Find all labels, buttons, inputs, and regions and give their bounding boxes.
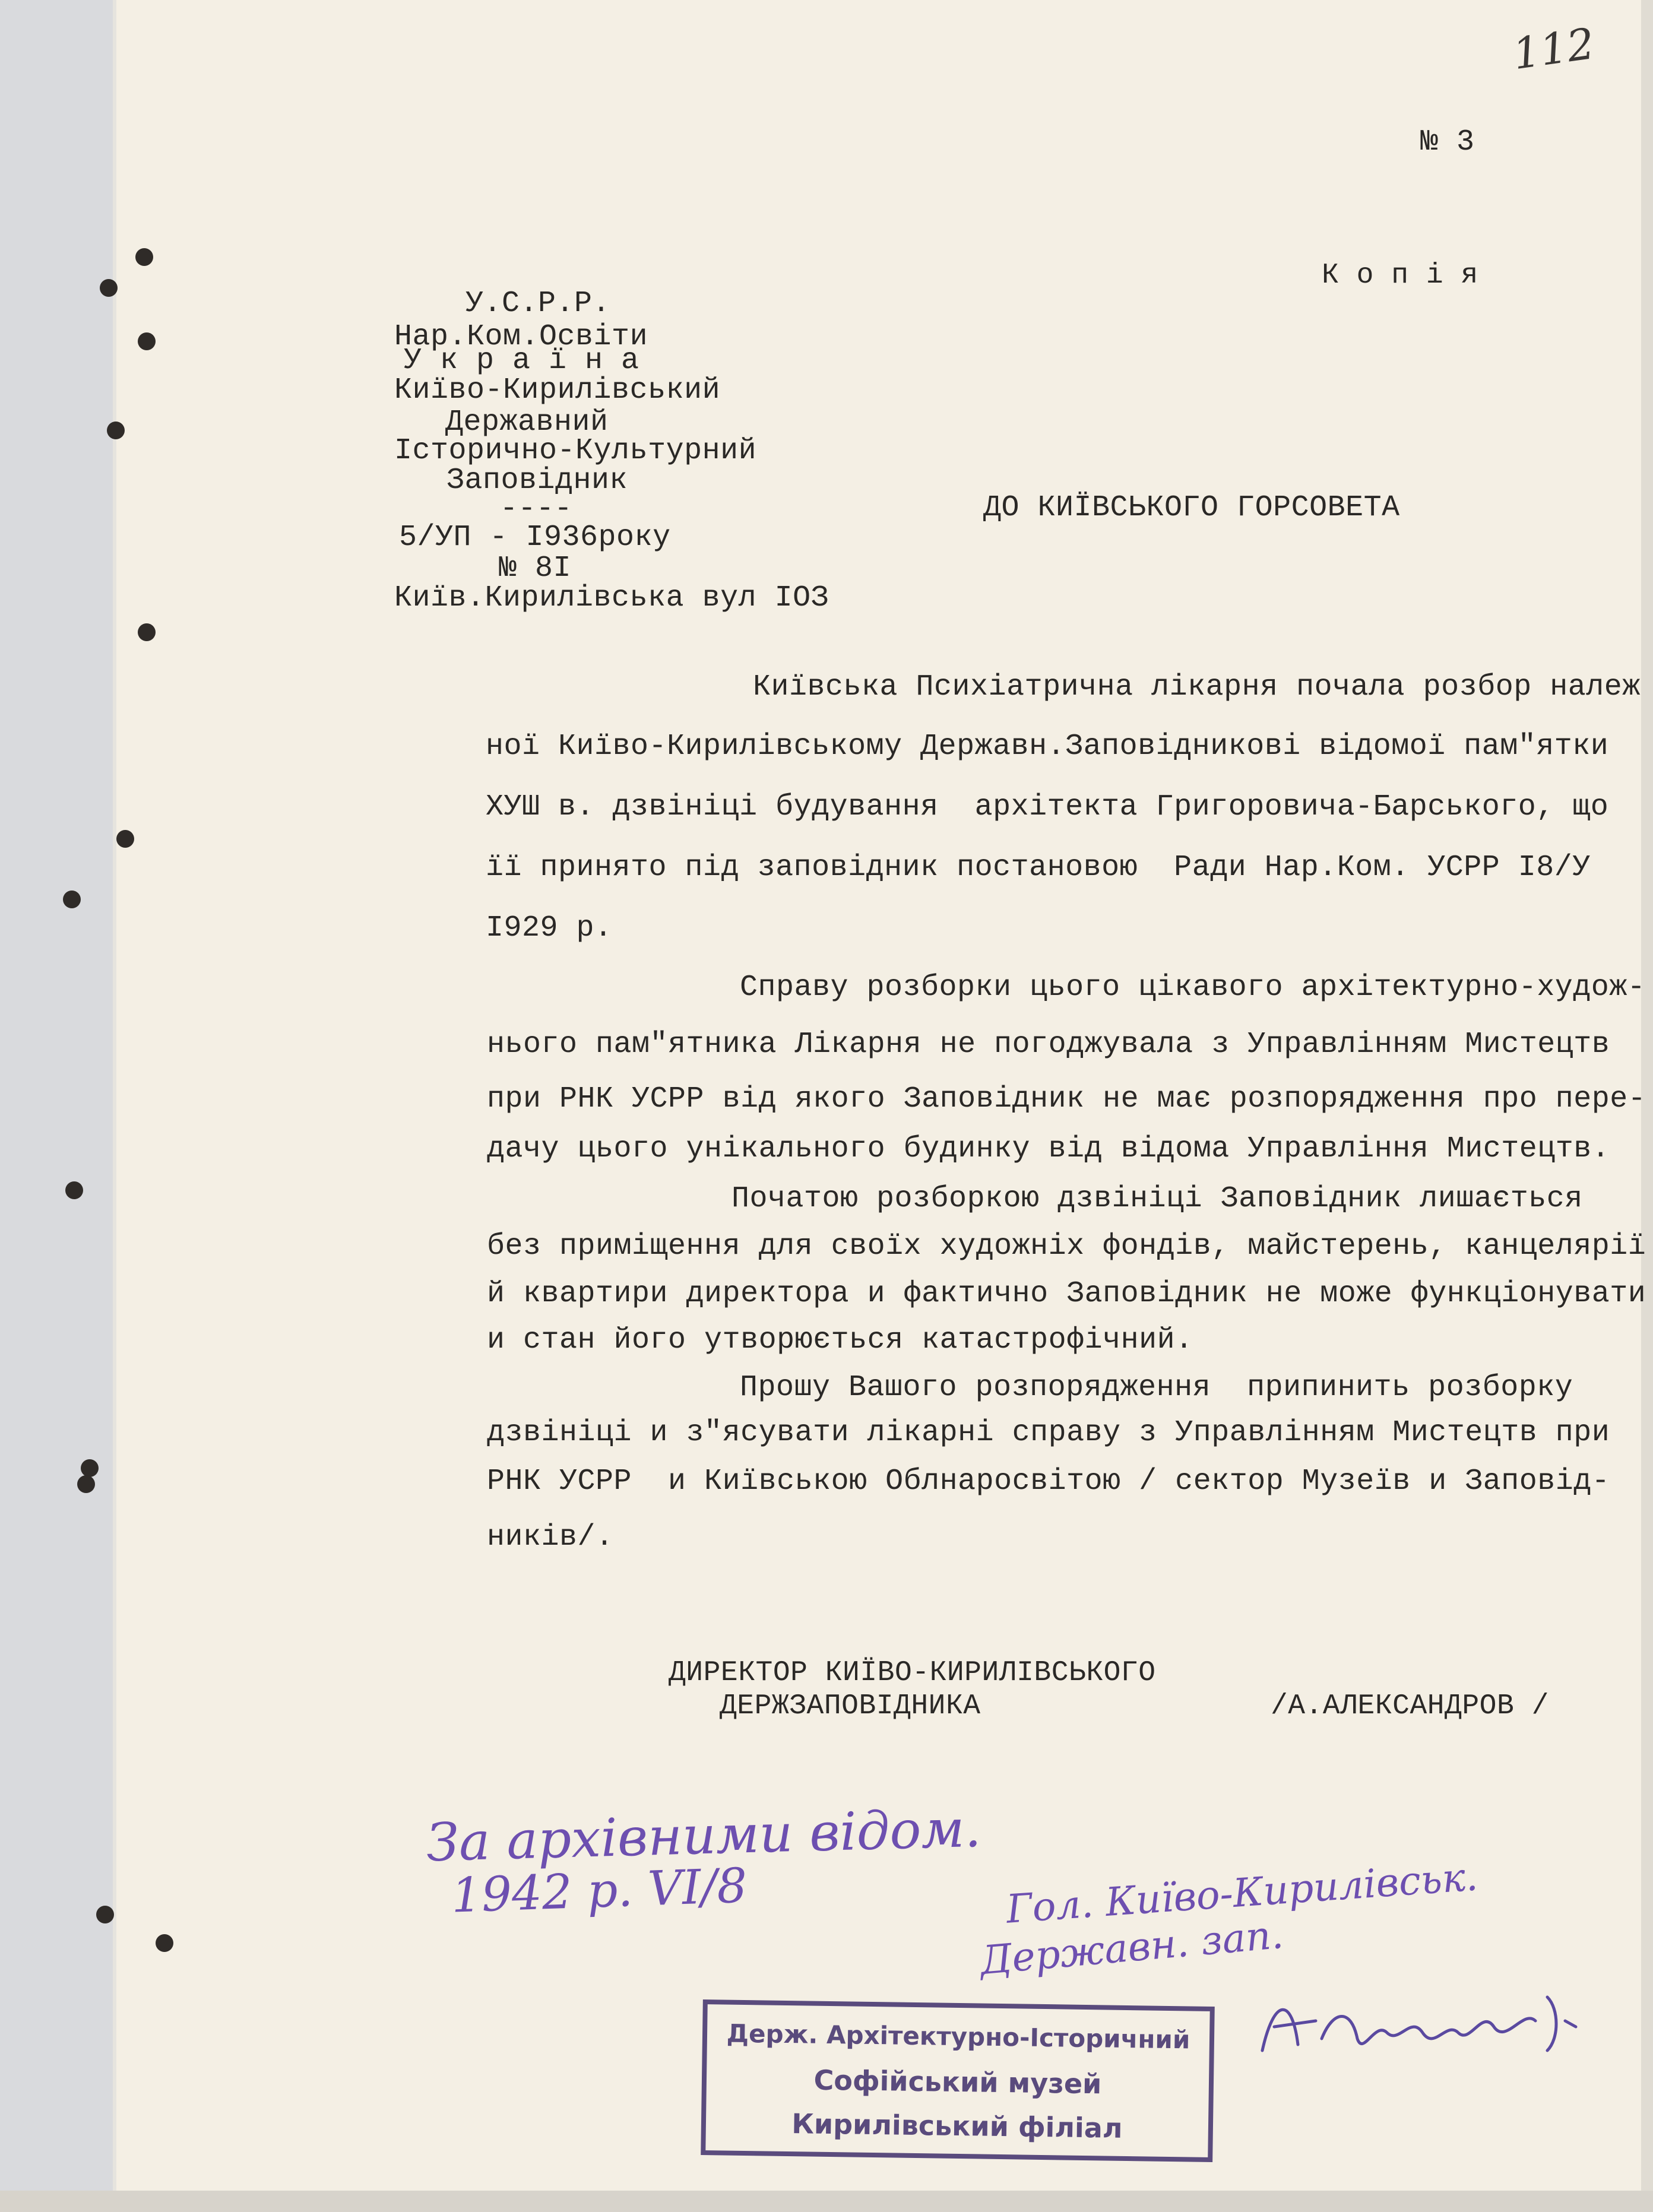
binding-hole bbox=[100, 279, 118, 297]
copy-label: К о п і я bbox=[1322, 259, 1478, 291]
body-line: ХУШ в. дзвініці будування архітекта Григоровича-Барського, що bbox=[486, 790, 1609, 824]
page-bottom-edge bbox=[0, 2191, 1653, 2212]
body-line: й квартири директора и фактично Заповідник не може функціонувати bbox=[487, 1277, 1646, 1311]
stamp-line-institution: Держ. Архітектурно-Історичний bbox=[726, 2018, 1190, 2055]
handwritten-head-cont: Державн. зап. bbox=[978, 1911, 1285, 1984]
body-line: РНК УСРР и Київською Облнаросвітою / сектор Музеїв и Заповід- bbox=[487, 1465, 1610, 1498]
body-line: Початою розборкою дзвініці Заповідник лишається bbox=[732, 1182, 1583, 1216]
stamp-line-branch: Кирилівський філіал bbox=[791, 2108, 1123, 2144]
body-line: її принято під заповідник постановою Ради Нар.Ком. УСРР І8/У bbox=[486, 851, 1591, 885]
handwritten-head: Гол. Київо-Кирилівськ. bbox=[1005, 1853, 1480, 1932]
letterhead-historical: Історично-Культурний bbox=[394, 434, 757, 468]
letterhead-address: Київ.Кирилівська вул ІОЗ bbox=[394, 581, 829, 615]
stamp-line-museum: Софійський музей bbox=[813, 2064, 1102, 2100]
addressee: ДО КИЇВСЬКОГО ГОРСОВЕТА bbox=[983, 491, 1400, 525]
letterhead-reserve: Заповідник bbox=[446, 464, 628, 497]
body-line: ної Київо-Кирилівському Державн.Заповідникові відомої пам"ятки bbox=[486, 730, 1609, 763]
body-line: без приміщення для своїх художніх фондів, майстерень, канцелярії bbox=[487, 1229, 1646, 1263]
binding-margin-edge bbox=[113, 0, 116, 2212]
letterhead-date: 5/УП - І936року bbox=[399, 521, 671, 554]
body-line: Прошу Вашого розпорядження припинить розборку bbox=[740, 1371, 1573, 1405]
body-line: Справу розборки цього цікавого архітектурно-худож- bbox=[740, 971, 1646, 1004]
signatory-title: ДИРЕКТОР КИЇВО-КИРИЛІВСЬКОГО bbox=[669, 1657, 1156, 1689]
signatory-title-cont: ДЕРЖЗАПОВІДНИКА bbox=[720, 1690, 981, 1722]
body-line: при РНК УСРР від якого Заповідник не має розпорядження про пере- bbox=[487, 1082, 1646, 1116]
binding-margin bbox=[0, 0, 113, 2212]
binding-hole bbox=[138, 623, 156, 641]
binding-hole bbox=[96, 1906, 114, 1923]
letterhead-state: Державний bbox=[445, 405, 609, 439]
archive-stamp bbox=[701, 1999, 1215, 2162]
body-line: дзвініці и з"ясувати лікарні справу з Управлінням Мистецтв при bbox=[487, 1416, 1610, 1450]
letterhead-institution: Київо-Кирилівський bbox=[394, 373, 721, 407]
letterhead-ministry: Нар.Ком.Освіти bbox=[394, 320, 648, 354]
folio-number: 112 bbox=[1509, 18, 1598, 80]
signatory-name: /А.АЛЕКСАНДРОВ / bbox=[1271, 1690, 1549, 1722]
binding-hole bbox=[138, 332, 156, 350]
body-line: дачу цього унікального будинку від відома Управління Мистецтв. bbox=[487, 1132, 1610, 1166]
binding-hole bbox=[63, 890, 81, 908]
body-line: нього пам"ятника Лікарня не погоджувала з Управлінням Мистецтв bbox=[487, 1028, 1610, 1061]
letterhead-country: У.С.Р.Р. bbox=[466, 287, 611, 321]
binding-hole bbox=[65, 1181, 83, 1199]
binding-hole bbox=[156, 1934, 173, 1952]
letterhead-outgoing-number: № 8І bbox=[499, 552, 572, 585]
director-signature bbox=[1250, 1985, 1583, 2062]
binding-hole bbox=[77, 1475, 95, 1493]
binding-hole bbox=[135, 248, 153, 266]
document-number: № 3 bbox=[1420, 125, 1475, 159]
handwritten-archive-note: За архівними відом. bbox=[425, 1797, 982, 1874]
body-line: ників/. bbox=[487, 1520, 614, 1554]
body-line: Київська Психіатрична лікарня почала розбор належ bbox=[753, 670, 1641, 704]
binding-hole bbox=[107, 422, 125, 439]
binding-hole bbox=[81, 1459, 99, 1477]
letterhead-divider: ---- bbox=[500, 492, 573, 526]
handwritten-date: 1942 р. VI/8 bbox=[450, 1858, 748, 1923]
letterhead-ukraine: У к р а ї н а bbox=[404, 344, 639, 378]
body-line: І929 р. bbox=[486, 911, 613, 945]
binding-hole bbox=[116, 830, 134, 848]
body-line: и стан його утворюється катастрофічний. bbox=[487, 1323, 1193, 1357]
